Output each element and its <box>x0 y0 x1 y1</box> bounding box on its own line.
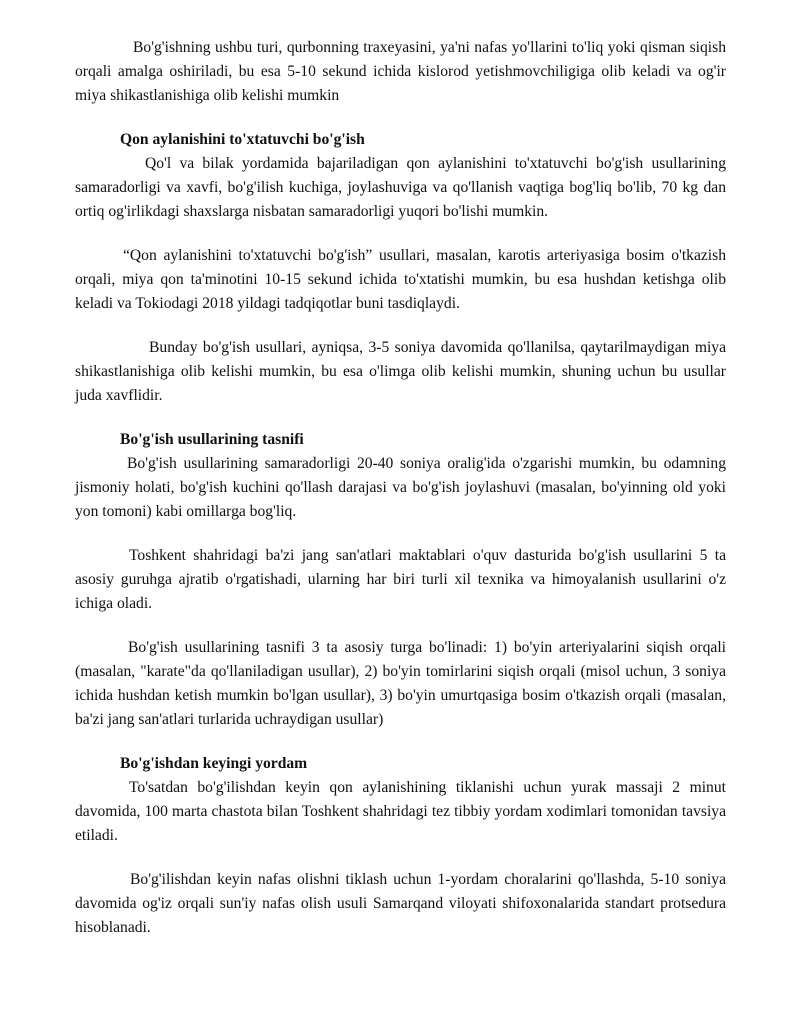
document-page <box>75 36 726 940</box>
paragraph-brain-damage-risk: Bunday bo'g'ish usullari, ayniqsa, 3-5 soniya davomida qo'llanilsa, qaytarilmaydigan miya shikastlanishiga olib kelishi mumkin, bu esa o'limga olib kelishi mumkin, shuning uchun bu usullar juda xavflidir. <box>75 339 726 404</box>
paragraph-tashkent-schools: Toshkent shahridagi ba'zi jang san'atlari maktablari o'quv dasturida bo'g'ish usullarini 5 ta asosiy guruhga ajratib o'rgatishadi, ularning har biri turli xil texnika va himoyalanish usullarini o'z ichiga oladi. <box>75 547 726 612</box>
paragraph-classification-types: Bo'g'ish usullarining tasnifi 3 ta asosiy turga bo'linadi: 1) bo'yin arteriyalarini siqish orqali (masalan, "karate"da qo'llaniladigan usullar), 2) bo'yin tomirlarini siqish orqali (misol uchun, 3 soniya ichida hushdan ketish mumkin bo'lgan usullar), 3) bo'yin umurtqasiga bosim o'tkazish orqali (masalan, ba'zi jang san'atlari turlarida uchraydigan usullar) <box>75 639 726 728</box>
paragraph-carotid-pressure: “Qon aylanishini to'xtatuvchi bo'g'ish” usullari, masalan, karotis arteriyasiga bosim o'tkazish orqali, miya qon ta'minotini 10-15 sekund ichida to'xtatishi mumkin, bu esa hushdan ketishga olib keladi va Tokiodagi 2018 yildagi tadqiqotlar buni tasdiqlaydi. <box>75 247 726 312</box>
paragraph-effectiveness-factors: Bo'g'ish usullarining samaradorligi 20-40 soniya oralig'ida o'zgarishi mumkin, bu odamning jismoniy holati, bo'g'ish kuchini qo'llash darajasi va bo'g'ish joylashuvi (masalan, bo'yinning old yoki yon tomoni) kabi omillarga bog'liq. <box>75 455 726 520</box>
heading-circulation-choke: Qon aylanishini to'xtatuvchi bo'g'ish <box>120 131 365 148</box>
paragraph-circulation-choke-effectiveness: Qo'l va bilak yordamida bajariladigan qon aylanishini to'xtatuvchi bo'g'ish usullarining samaradorligi va xavfi, bo'g'ilish kuchiga, joylashuviga va qo'llanish vaqtiga bog'liq bo'lib, 70 kg dan ortiq og'irlikdagi shaxslarga nisbatan samaradorligi yuqori bo'lishi mumkin. <box>75 155 726 220</box>
heading-choke-classification: Bo'g'ish usullarining tasnifi <box>120 431 304 448</box>
heading-post-choke-aid: Bo'g'ishdan keyingi yordam <box>120 755 308 772</box>
paragraph-heart-massage: To'satdan bo'g'ilishdan keyin qon aylanishining tiklanishi uchun yurak massaji 2 minut davomida, 100 marta chastota bilan Toshkent shahridagi tez tibbiy yordam xodimlari tomonidan tavsiya etiladi. <box>75 779 726 844</box>
paragraph-tracheal-choke: Bo'g'ishning ushbu turi, qurbonning traxeyasini, ya'ni nafas yo'llarini to'liq yoki qisman siqish orqali amalga oshiriladi, bu esa 5-10 sekund ichida kislorod yetishmovchiligiga olib keladi va og'ir miya shikastlanishiga olib kelishi mumkin <box>75 39 726 104</box>
paragraph-artificial-respiration: Bo'g'ilishdan keyin nafas olishni tiklash uchun 1-yordam choralarini qo'llashda, 5-10 soniya davomida og'iz orqali sun'iy nafas olish usuli Samarqand viloyati shifoxonalarida standart protsedura hisoblanadi. <box>75 871 726 936</box>
